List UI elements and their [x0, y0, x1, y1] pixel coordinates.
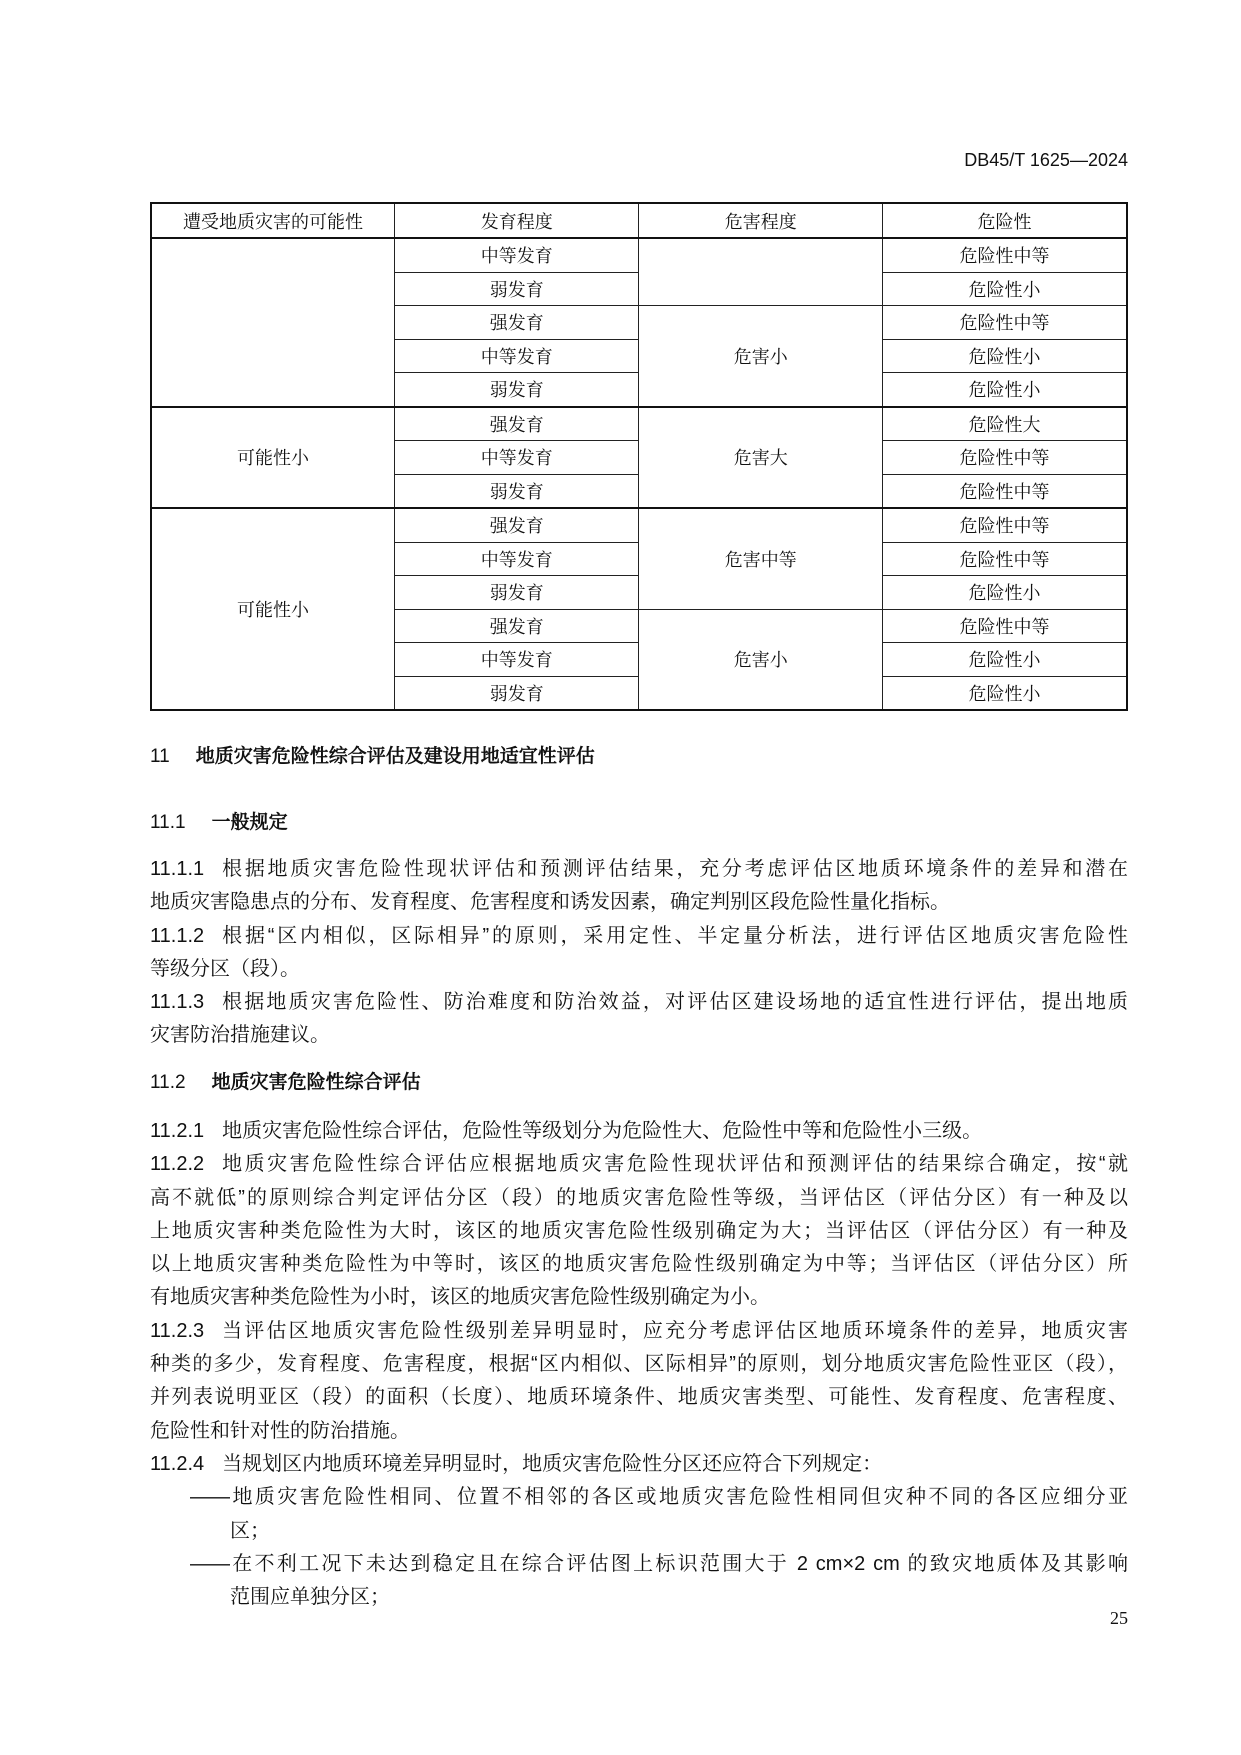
text-line — [150, 853, 1128, 886]
risk-cell: 危险性小 — [882, 339, 1127, 373]
clause-text: 高不就低”的原则综合判定评估分区（段）的地质灾害危险性等级，当评估区（评估分区）有一种及以 — [150, 1186, 1128, 1209]
development-cell: 中等发育 — [395, 339, 639, 373]
clause-text: 有地质灾害种类危险性为小时，该区的地质灾害危险性级别确定为小。 — [150, 1286, 770, 1309]
column-header: 危险性 — [882, 203, 1127, 238]
text-line — [150, 1548, 1128, 1581]
table-header-row — [151, 203, 1127, 238]
table-row — [151, 238, 1127, 272]
section-title: 地质灾害危险性综合评估 — [211, 1072, 421, 1093]
page-number: 25 — [1110, 1608, 1128, 1628]
clause-number: 11.2.3 — [150, 1319, 205, 1342]
risk-cell: 危险性中等 — [882, 238, 1127, 272]
clause-number: 11.1.1 — [150, 858, 205, 880]
harm-level-cell — [639, 238, 883, 306]
column-header: 发育程度 — [395, 203, 639, 238]
harm-level-cell: 危害小 — [639, 306, 883, 407]
risk-cell: 危险性小 — [882, 676, 1127, 710]
risk-cell: 危险性小 — [882, 576, 1127, 610]
text-line — [150, 953, 1128, 986]
text-line — [150, 1581, 1128, 1614]
clause-text: 等级分区（段）。 — [150, 957, 300, 980]
possibility-cell: 可能性小 — [151, 407, 395, 509]
text-line — [150, 1248, 1128, 1281]
development-cell: 中等发育 — [395, 238, 639, 272]
development-cell: 强发育 — [395, 609, 639, 643]
document-id-header: DB45/T 1625—2024 — [964, 150, 1128, 170]
heading-line — [150, 806, 1128, 839]
section-number: 11 — [150, 746, 170, 767]
text-line — [150, 1348, 1128, 1381]
section-number: 11.1 — [150, 812, 186, 833]
risk-cell: 危险性小 — [882, 272, 1127, 306]
text-line — [150, 1281, 1128, 1314]
text-line — [150, 1515, 1128, 1548]
clause-text: 地质灾害危险性综合评估应根据地质灾害危险性现状评估和预测评估的结果综合确定，按“就 — [222, 1153, 1128, 1176]
table-row — [151, 407, 1127, 441]
text-line — [150, 920, 1128, 953]
clause-text: 上地质灾害种类危险性为大时，该区的地质灾害危险性级别确定为大；当评估区（评估分区）有一种及 — [150, 1219, 1128, 1242]
text-line — [150, 1481, 1128, 1514]
risk-cell: 危险性中等 — [882, 441, 1127, 475]
risk-assessment-table — [150, 202, 1128, 711]
clause-text: 根据“区内相似，区际相异”的原则，采用定性、半定量分析法，进行评估区地质灾害危险性 — [222, 924, 1128, 947]
text-line — [150, 1315, 1128, 1348]
clause-text: 地质灾害隐患点的分布、发育程度、危害程度和诱发因素，确定判别区段危险性量化指标。 — [150, 891, 950, 914]
section-title: 一般规定 — [211, 812, 288, 833]
clause-text: 并列表说明亚区（段）的面积（长度）、地质环境条件、地质灾害类型、可能性、发育程度、危害程度、 — [150, 1386, 1128, 1409]
clause-text: 灾害防治措施建议。 — [150, 1024, 330, 1047]
table-row — [151, 508, 1127, 542]
section-heading — [150, 740, 1128, 773]
section-heading — [150, 806, 1128, 839]
development-cell: 弱发育 — [395, 272, 639, 306]
clause-number: 11.2.4 — [150, 1452, 205, 1475]
development-cell: 弱发育 — [395, 474, 639, 508]
possibility-cell: 可能性小 — [151, 508, 395, 710]
harm-level-cell: 危害中等 — [639, 508, 883, 609]
risk-cell: 危险性中等 — [882, 542, 1127, 576]
text-line — [150, 1381, 1128, 1414]
development-cell: 强发育 — [395, 508, 639, 542]
clause-text: 根据地质灾害危险性、防治难度和防治效益，对评估区建设场地的适宜性进行评估，提出地质 — [222, 991, 1128, 1014]
development-cell: 强发育 — [395, 306, 639, 340]
clause-number: 11.2.1 — [150, 1120, 205, 1142]
clause-text: 危险性和针对性的防治措施。 — [150, 1419, 410, 1442]
clause-text: 地质灾害危险性综合评估，危险性等级划分为危险性大、危险性中等和危险性小三级。 — [222, 1120, 983, 1142]
text-line — [150, 1415, 1128, 1448]
clause-text: 区； — [230, 1519, 270, 1542]
development-cell: 中等发育 — [395, 441, 639, 475]
risk-cell: 危险性小 — [882, 373, 1127, 407]
clause-text: ——地质灾害危险性相同、位置不相邻的各区或地质灾害危险性相同但灾种不同的各区应细分亚 — [190, 1486, 1128, 1509]
column-header: 危害程度 — [639, 203, 883, 238]
clause-number: 11.1.2 — [150, 924, 205, 947]
development-cell: 中等发育 — [395, 542, 639, 576]
risk-cell: 危险性中等 — [882, 508, 1127, 542]
heading-line — [150, 1066, 1128, 1099]
clause-text: 当评估区地质灾害危险性级别差异明显时，应充分考虑评估区地质环境条件的差异，地质灾害 — [222, 1319, 1128, 1342]
clause-text: 当规划区内地质环境差异明显时，地质灾害危险性分区还应符合下列规定： — [222, 1452, 883, 1475]
column-header: 遭受地质灾害的可能性 — [151, 203, 395, 238]
harm-level-cell: 危害小 — [639, 609, 883, 710]
harm-level-cell: 危害大 — [639, 407, 883, 509]
clause-number: 11.2.2 — [150, 1153, 205, 1176]
development-cell: 强发育 — [395, 407, 639, 441]
development-cell: 弱发育 — [395, 576, 639, 610]
text-line — [150, 1148, 1128, 1181]
section-body — [150, 1115, 1128, 1614]
clause-number: 11.1.3 — [150, 991, 205, 1014]
text-line — [150, 1019, 1128, 1052]
text-line — [150, 886, 1128, 919]
text-line — [150, 1448, 1128, 1481]
text-line — [150, 1182, 1128, 1215]
section-title: 地质灾害危险性综合评估及建设用地适宜性评估 — [195, 746, 595, 767]
text-line — [150, 1115, 1128, 1148]
development-cell: 中等发育 — [395, 643, 639, 677]
text-line — [150, 1215, 1128, 1248]
section-heading — [150, 1066, 1128, 1099]
clause-text: 种类的多少，发育程度、危害程度，根据“区内相似、区际相异”的原则，划分地质灾害危险性亚区（段）， — [150, 1353, 1128, 1376]
possibility-cell — [151, 238, 395, 407]
risk-cell: 危险性大 — [882, 407, 1127, 441]
development-cell: 弱发育 — [395, 373, 639, 407]
text-line — [150, 986, 1128, 1019]
clause-text: ——在不利工况下未达到稳定且在综合评估图上标识范围大于 2 cm×2 cm 的致灾地质体及其影响 — [190, 1552, 1128, 1575]
section-number: 11.2 — [150, 1072, 186, 1093]
risk-cell: 危险性中等 — [882, 306, 1127, 340]
risk-cell: 危险性小 — [882, 643, 1127, 677]
clause-text: 以上地质灾害种类危险性为中等时，该区的地质灾害危险性级别确定为中等；当评估区（评估分区）所 — [150, 1253, 1128, 1276]
risk-cell: 危险性中等 — [882, 609, 1127, 643]
section-body — [150, 853, 1128, 1053]
clause-text: 根据地质灾害危险性现状评估和预测评估结果，充分考虑评估区地质环境条件的差异和潜在 — [222, 858, 1128, 880]
risk-cell: 危险性中等 — [882, 474, 1127, 508]
heading-line — [150, 740, 1128, 773]
clause-text: 范围应单独分区； — [230, 1586, 390, 1609]
development-cell: 弱发育 — [395, 676, 639, 710]
